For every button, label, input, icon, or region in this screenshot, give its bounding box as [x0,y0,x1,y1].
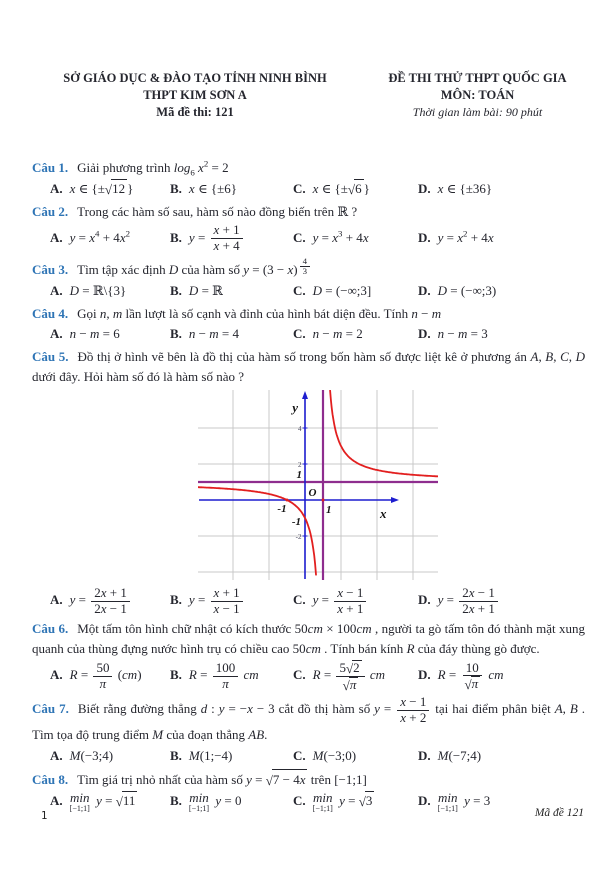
answer-option-a: A. x ∈ {±√12 } [50,181,134,198]
answer-option-c: C. x ∈ {±√6 } [293,181,370,198]
answer-option-c: C. D = (−∞;3] [293,282,372,298]
question-number: Câu 2. [32,203,69,219]
x-axis-arrow [391,497,399,503]
answer-option-c: C. M(−3;0) [293,747,357,763]
y-minus-one-label: -1 [291,516,301,528]
exam-title: ĐỀ THI THỬ THPT QUỐC GIA [388,71,567,85]
x-minus-one-label: -1 [277,503,287,515]
y-axis-label: y [292,400,298,415]
answer-option-d: D. n − m = 3 [418,326,488,342]
answer-option-d: D. $y = x^2 + 4x$ [418,228,494,246]
answer-option-c: C. y = $\frac{x - 1}{x + 1}$ [293,586,418,616]
answer-option-d: D. y = $\frac{2x - 1}{2x + 1}$ [418,586,585,616]
issuer-department: SỞ GIÁO DỤC & ĐÀO TẠO TỈNH NINH BÌNH [63,71,327,85]
answer-option-c: C. min [−1;1] y = √3 [293,790,373,813]
question-1 [32,158,585,199]
answer-option-a: A. D = ℝ\{3} [50,282,127,298]
page-number: 1 [41,810,48,822]
y-axis [302,391,308,579]
question-text: Một tấm tôn hình chữ nhật có kích thước 50cm × 100cm , người ta gò tấm tôn đó thành mặt xung quanh của thùng đựng nước hình trụ có chiều cao 50cm . Tính bán kính R của đáy thùng gò được. [32,621,585,656]
y-one-label: 1 [296,469,302,481]
question-text: Trong các hàm số sau, hàm số nào đồng biến trên ℝ ? [77,203,358,219]
answer-option-d: D. x ∈ {±36} [418,180,493,196]
function-graph [198,390,438,584]
question-list [0,158,615,814]
answer-option-b: B. min [−1;1] y = 0 [170,790,242,813]
question-number: Câu 3. [32,262,69,278]
tick-label-minus-2: -2 [295,533,302,541]
question-number: Câu 7. [32,701,69,717]
answer-option-b: B. y = $\frac{x + 1}{x + 4}$ [170,223,293,253]
tick-label-2: 2 [298,461,302,469]
answer-row [50,223,585,253]
question-number: Câu 8. [32,771,69,787]
question-7 [32,695,585,765]
question-text: Giải phương trình $\log_6 x^2 = 2$ [77,158,229,178]
answer-option-a: A. M(−3;4) [50,747,114,763]
answer-option-a: A. R = $\frac{50}{\pi}$ (cm) [50,660,142,691]
header-exam-info [360,70,595,121]
question-text: Gọi n, m lần lượt là số cạnh và đỉnh của hình bát diện đều. Tính n − m [77,305,442,321]
answer-row [50,791,585,813]
hyperbola-plot [198,390,438,580]
question-text: Tìm tập xác định D của hàm số y = (3 − x) $^{\frac{4}{3}}$ [77,262,312,277]
answer-row [50,179,585,199]
question-3 [32,257,585,301]
question-5 [32,347,585,616]
answer-option-a: A. min [−1;1] y = √11 [50,790,136,813]
exam-subject: MÔN: TOÁN [440,87,515,102]
answer-row [50,660,585,692]
answer-row [50,282,585,301]
question-number: Câu 4. [32,305,69,321]
question-text: Biết rằng đường thẳng d : y = −x − 3 cắt đồ thị hàm số y = $\frac{x - 1}{x + 2}$ tại hai điểm phân biệt A, B . Tìm tọa độ trung điểm M của đoạn thẳng AB. [32,694,585,743]
x-one-label: 1 [326,504,332,516]
question-number: Câu 6. [32,621,69,637]
y-axis-arrow [302,391,308,399]
answer-option-b: B. x ∈ {±6} [170,180,237,196]
answer-row [50,325,585,344]
asymptotes [198,390,438,580]
answer-option-d: D. min [−1;1] y = 3 [418,790,491,813]
answer-option-c: C. R = $\frac{5√2}{√\pi}$ cm [293,660,385,693]
answer-option-b: B. D = ℝ [170,282,223,298]
x-axis [199,497,399,503]
grid-lines [198,390,438,580]
question-8 [32,769,585,814]
answer-option-d: D. M(−7;4) [418,747,482,763]
question-2 [32,202,585,254]
question-text: Đồ thị ở hình vẽ bên là đồ thị của hàm số trong bốn hàm số được liệt kê ở phương án A, B, C, D dưới đây. Hỏi hàm số đó là hàm số nào ? [32,349,586,384]
answer-option-a: A. y = $\frac{2x + 1}{2x - 1}$ [50,586,170,616]
point-minus-one-zero [286,499,289,502]
x-axis-label: x [380,506,387,521]
answer-option-b: B. n − m = 4 [170,326,239,342]
question-text: Tìm giá trị nhỏ nhất của hàm số y = √7 − 4x trên [−1;1] [77,772,367,787]
exam-duration: Thời gian làm bài: 90 phút [412,104,543,119]
header [0,0,615,121]
header-issuer [30,70,360,121]
doc-code: Mã đề 121 [534,807,584,819]
point-one-zero [322,499,325,502]
exam-code-line: Mã đề thi: 121 [156,104,234,119]
question-4 [32,304,585,344]
answer-row [50,586,585,616]
graph-labels [277,400,387,541]
answer-option-b: B. y = $\frac{x + 1}{x - 1}$ [170,586,293,616]
answer-option-a: A. $y = x^4 + 4x^2$ [50,228,131,246]
origin-label: O [308,487,317,499]
answer-option-a: A. n − m = 6 [50,326,120,342]
answer-row [50,747,585,766]
question-6 [32,619,585,692]
answer-option-d: D. D = (−∞;3) [418,282,497,298]
answer-option-b: B. R = $\frac{100}{\pi}$ cm [170,660,259,691]
answer-option-c: C. $y = x^3 + 4x$ [293,228,369,246]
answer-option-d: D. R = $\frac{10}{√\pi}$ cm [418,659,504,693]
question-number: Câu 5. [32,349,69,364]
question-number: Câu 1. [32,159,69,175]
issuer-school: THPT KIM SƠN A [143,87,247,102]
answer-option-b: B. M(1;−4) [170,747,233,763]
tick-label-4: 4 [298,425,302,433]
answer-option-c: C. n − m = 2 [293,326,363,342]
